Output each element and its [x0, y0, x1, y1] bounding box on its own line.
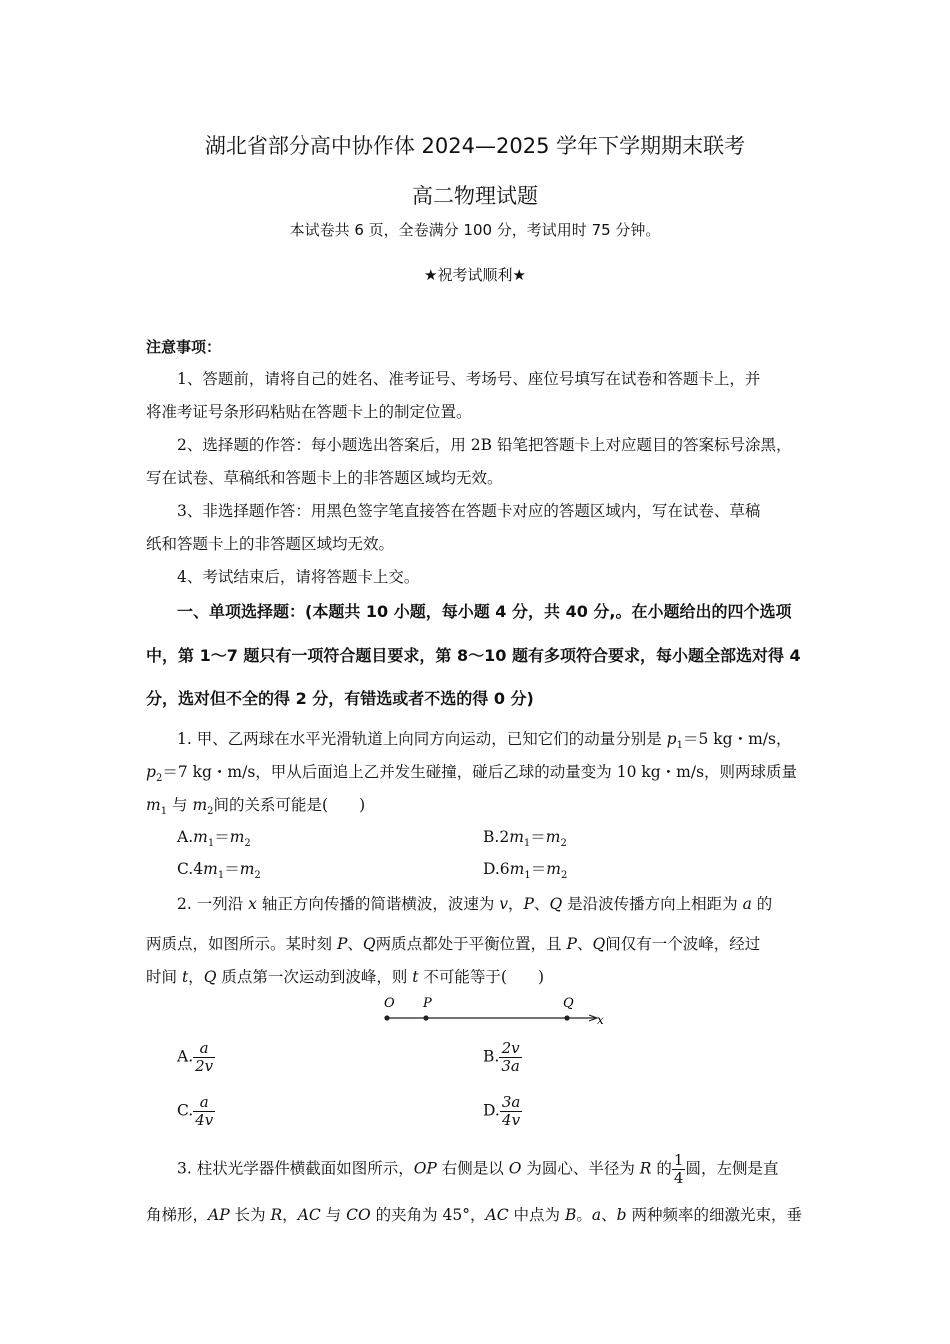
exam-title: 湖北省部分高中协作体 2024—2025 学年下学期期末联考 [204, 134, 746, 158]
q2-option-d[interactable]: D. $\frac{3a}{4v}$ [483, 1093, 521, 1129]
label-p: P [423, 996, 432, 1011]
exam-subtitle: 高二物理试题 [412, 184, 538, 208]
q1-option-a[interactable]: $A.m_1=m_2$ [177, 828, 251, 850]
section-1-line-1: 一、单项选择题：(本题共 10 小题，每小题 4 分，共 40 分,。在小题给出的四个选项 [177, 602, 792, 621]
notice-item-2-line-2: 写在试卷、草稿纸和答题卡上的非答题区域均无效。 [146, 469, 503, 487]
notice-heading: 注意事项： [146, 338, 222, 356]
notice-item-1-line-2: 将准考证号条形码粘贴在答题卡上的制定位置。 [146, 403, 472, 421]
q1-option-b[interactable]: $B.2m_1=m_2$ [483, 828, 567, 850]
point-q [564, 1015, 569, 1020]
label-x: x [597, 1013, 604, 1027]
notice-item-2-line-1: 2、选择题的作答：每小题选出答案后，用 2B 铅笔把答题卡上对应题目的答案标号涂黑， [177, 436, 792, 454]
exam-info: 本试卷共 6 页，全卷满分 100 分，考试用时 75 分钟。 [289, 221, 661, 239]
exam-wish: ★祝考试顺利★ [424, 266, 526, 284]
q3-line-2: 角梯形，AP 长为 R，AC 与 CO 的夹角为 45°，AC 中点为 B。a、b 两种频率的细激光束，垂 [146, 1206, 802, 1224]
q2-option-a[interactable]: A. $\frac{a}{2v}$ [177, 1039, 214, 1075]
q1-line-2: $p_2=7$ kg・m/s，甲从后面追上乙并发生碰撞，碰后乙球的动量变为 10 kg・m/s，则两球质量 [146, 763, 798, 785]
notice-item-1-line-1: 1、答题前，请将自己的姓名、准考证号、考场号、座位号填写在试卷和答题卡上，并 [177, 370, 761, 388]
q2-line-1: 2. 一列沿 x 轴正方向传播的简谐横波，波速为 v，P、Q 是沿波传播方向上相距为 a 的 [177, 895, 773, 913]
q1-line-1: 1. 甲、乙两球在水平光滑轨道上向同方向运动，已知它们的动量分别是 $p_1=5$ kg・m/s， [177, 730, 792, 752]
notice-item-3-line-1: 3、非选择题作答：用黑色签字笔直接答在答题卡对应的答题区域内，写在试卷、草稿 [177, 502, 761, 520]
notice-item-3-line-2: 纸和答题卡上的非答题区域均无效。 [146, 535, 395, 553]
section-1-line-2: 中，第 1～7 题只有一项符合题目要求，第 8～10 题有多项符合要求，每小题全部选对得 4 [146, 646, 801, 665]
notice-item-4: 4、考试结束后，请将答题卡上交。 [177, 568, 420, 586]
q1-option-d[interactable]: $D.6m_1=m_2$ [483, 860, 568, 882]
section-1-line-3: 分，选对但不全的得 2 分，有错选或者不选的得 0 分) [146, 689, 534, 708]
q2-line-2: 两质点，如图所示。某时刻 P、Q两质点都处于平衡位置，且 P、Q间仅有一个波峰，经过 [146, 935, 761, 953]
q3-line-1: 3. 柱状光学器件横截面如图所示，OP 右侧是以 O 为圆心、半径为 R 的 $\frac{1}{4}$ 圆，左侧是直 [177, 1151, 779, 1187]
label-q: Q [563, 996, 574, 1011]
point-p [423, 1015, 428, 1020]
q2-line-3: 时间 t，Q 质点第一次运动到波峰，则 t 不可能等于( ) [146, 968, 545, 986]
q2-option-c[interactable]: C. $\frac{a}{4v}$ [177, 1093, 214, 1129]
label-o: O [384, 996, 395, 1011]
q1-line-3: $m_1$ 与 $m_2$间的关系可能是( ) [146, 796, 366, 818]
point-o [384, 1015, 389, 1020]
q2-axis-diagram [375, 994, 615, 1028]
q1-option-c[interactable]: $C.4m_1=m_2$ [177, 860, 261, 882]
q2-option-b[interactable]: B. $\frac{2v}{3a}$ [483, 1039, 520, 1075]
